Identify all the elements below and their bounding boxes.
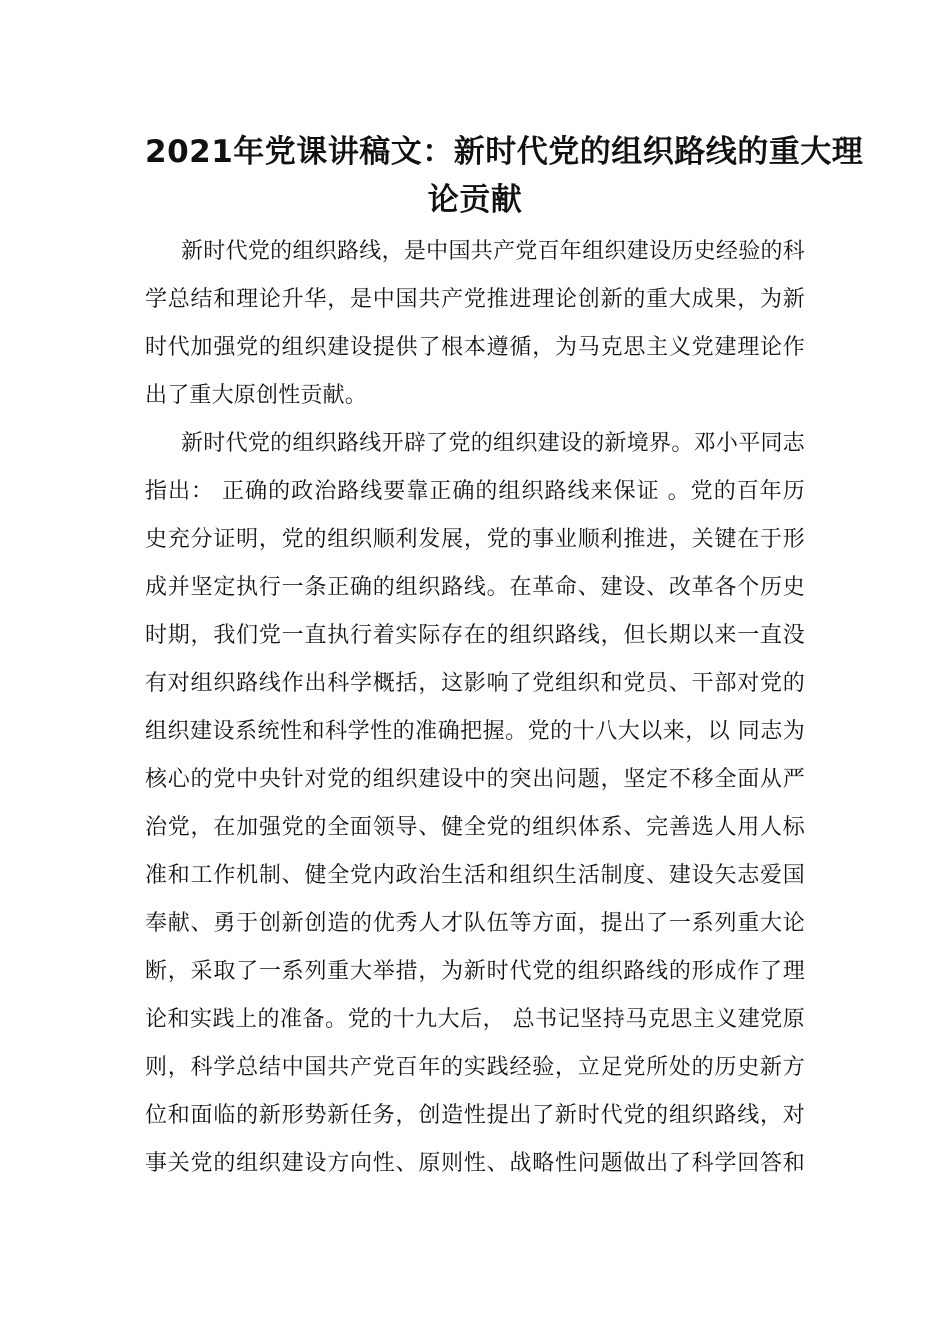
text-line: 论和实践上的准备。党的十九大后， 总书记坚持马克思主义建党原 <box>145 1007 805 1032</box>
paragraph-2 <box>145 420 805 1188</box>
paragraph-1 <box>145 228 805 420</box>
text-line: 史充分证明，党的组织顺利发展，党的事业顺利推进，关键在于形 <box>145 527 805 552</box>
title-line-1: 2021年党课讲稿文：新时代党的组织路线的重大理 <box>145 134 864 170</box>
text-line: 新时代党的组织路线开辟了党的组织建设的新境界。邓小平同志 <box>181 431 805 456</box>
text-line: 准和工作机制、健全党内政治生活和组织生活制度、建设矢志爱国 <box>145 863 805 888</box>
text-line: 出了重大原创性贡献。 <box>145 383 368 408</box>
text-line: 指出： 正确的政治路线要靠正确的组织路线来保证 。党的百年历 <box>145 479 805 504</box>
text-line: 奉献、勇于创新创造的优秀人才队伍等方面，提出了一系列重大论 <box>145 911 805 936</box>
text-line: 有对组织路线作出科学概括，这影响了党组织和党员、干部对党的 <box>145 671 805 696</box>
text-line: 断，采取了一系列重大举措，为新时代党的组织路线的形成作了理 <box>145 959 805 984</box>
document-body <box>145 228 805 1188</box>
text-line: 成并坚定执行一条正确的组织路线。在革命、建设、改革各个历史 <box>145 575 805 600</box>
text-line: 位和面临的新形势新任务，创造性提出了新时代党的组织路线，对 <box>145 1103 805 1128</box>
text-line: 治党，在加强党的全面领导、健全党的组织体系、完善选人用人标 <box>145 815 805 840</box>
text-line: 新时代党的组织路线，是中国共产党百年组织建设历史经验的科 <box>181 239 805 264</box>
text-line: 事关党的组织建设方向性、原则性、战略性问题做出了科学回答和 <box>145 1151 805 1176</box>
text-line: 学总结和理论升华，是中国共产党推进理论创新的重大成果，为新 <box>145 287 805 312</box>
title-line-2: 论贡献 <box>427 182 523 218</box>
text-line: 组织建设系统性和科学性的准确把握。党的十八大以来，以 同志为 <box>145 719 805 744</box>
text-line: 则，科学总结中国共产党百年的实践经验，立足党所处的历史新方 <box>145 1055 805 1080</box>
document-title <box>145 128 864 224</box>
text-line: 时期，我们党一直执行着实际存在的组织路线，但长期以来一直没 <box>145 623 805 648</box>
text-line: 时代加强党的组织建设提供了根本遵循，为马克思主义党建理论作 <box>145 335 805 360</box>
text-line: 核心的党中央针对党的组织建设中的突出问题，坚定不移全面从严 <box>145 767 805 792</box>
